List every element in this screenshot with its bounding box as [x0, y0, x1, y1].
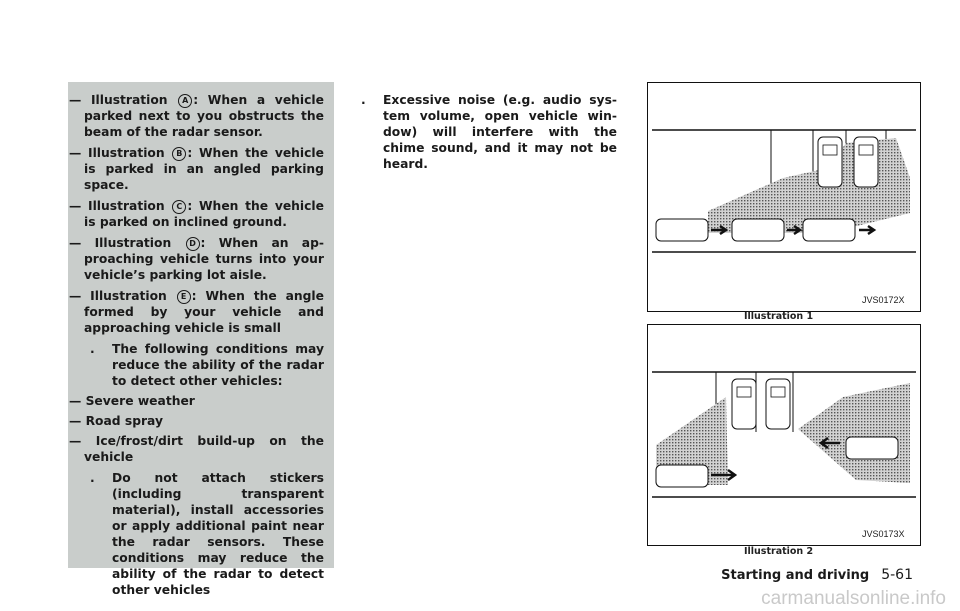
circle-c-marker: C — [172, 200, 186, 214]
parked-car — [766, 379, 790, 429]
ice-frost-item: — Ice/frost/dirt build-up on the vehicle — [69, 434, 324, 464]
stickers-warning-bullet: . Do not attach stickers (including transparent material), install accessories or apply additional paint near the radar sensors. These conditions may reduce the ability of the radar to detect other vehicles — [90, 471, 324, 597]
illustration-2-code: JVS0173X — [862, 529, 905, 539]
illustration-2-caption: Illustration 2 — [744, 546, 814, 557]
moving-car — [803, 219, 855, 241]
illustration-1-caption: Illustration 1 — [744, 311, 814, 322]
right-radar-zone — [798, 383, 910, 483]
section-title: Starting and driving — [721, 568, 870, 583]
your-car — [656, 465, 708, 487]
illustration-2-drawing — [648, 325, 920, 545]
illustration-2 — [647, 324, 921, 546]
moving-car — [656, 219, 708, 241]
page-footer — [721, 567, 913, 583]
approaching-car — [846, 437, 898, 459]
illustration-d-note: — Illustration D : When an approaching vehicle turns into your vehicle’s parking lot aisle. — [69, 236, 324, 282]
illustration-1-drawing — [648, 83, 920, 311]
parked-car — [854, 137, 878, 187]
illustration-e-note: — Illustration E : When the angle formed by your vehicle and approaching vehicle is small — [69, 289, 324, 335]
road-spray-item: — Road spray — [69, 414, 163, 428]
circle-b-marker: B — [172, 147, 186, 161]
severe-weather-item: — Severe weather — [69, 394, 195, 408]
circle-e-marker: E — [177, 290, 191, 304]
direction-arrow — [859, 226, 874, 234]
noise-bullet: . Excessive noise (e.g. audio system volume, open vehicle window) will interfere with the chime sound, and it may not be heard. — [361, 93, 617, 171]
illustration-b-note: — Illustration B : When the vehicle is parked in an angled parking space. — [69, 146, 324, 192]
illustration-1 — [647, 82, 921, 312]
parked-car — [818, 137, 842, 187]
illustration-c-note: — Illustration C : When the vehicle is parked on inclined ground. — [69, 199, 324, 229]
left-column — [69, 92, 324, 598]
middle-column — [355, 92, 617, 172]
watermark: carmanualsonline.info — [761, 588, 946, 609]
moving-car — [732, 219, 784, 241]
illustration-a-note: — Illustration A : When a vehicle parked next to you obstructs the beam of the radar sensor. — [69, 93, 324, 139]
circle-d-marker: D — [186, 237, 200, 251]
page-number: 5-61 — [881, 567, 913, 583]
illustration-1-code: JVS0172X — [862, 295, 905, 305]
radar-conditions-bullet: . The following conditions may reduce the ability of the radar to detect other vehicles: — [90, 342, 324, 388]
circle-a-marker: A — [178, 94, 192, 108]
parked-car — [732, 379, 756, 429]
